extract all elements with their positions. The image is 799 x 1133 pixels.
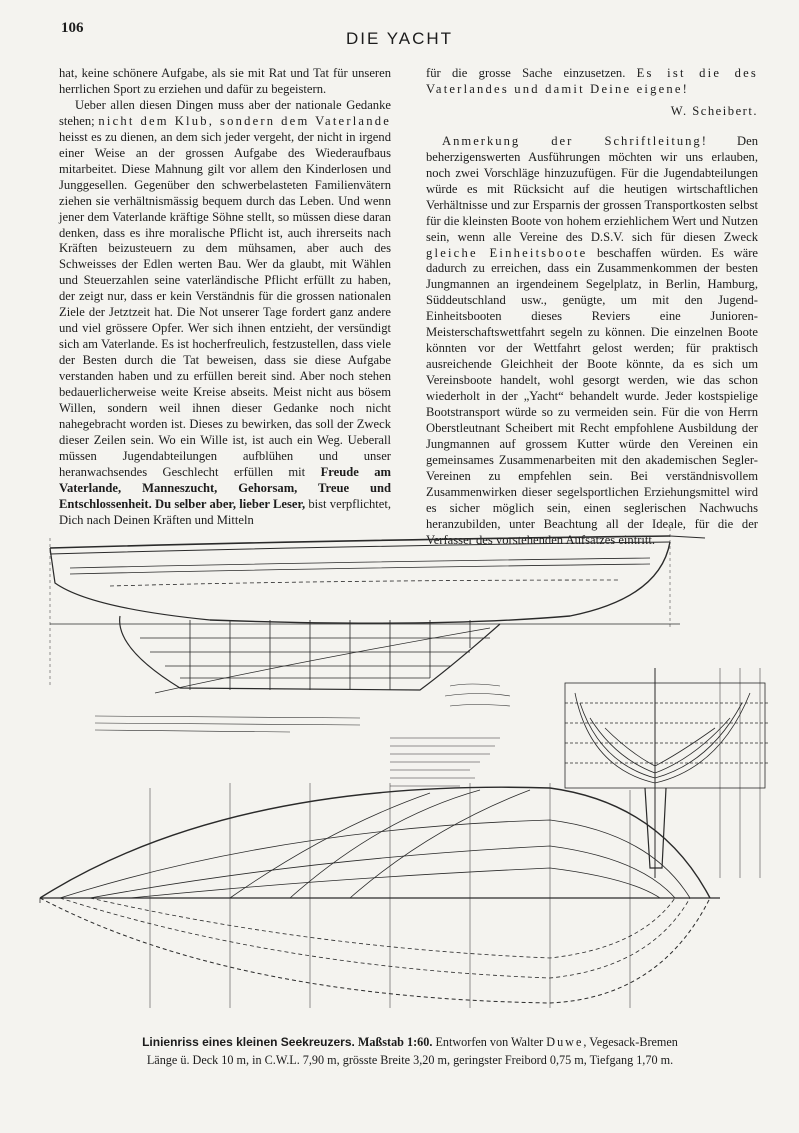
text-run: hat, keine schönere Aufgabe, als sie mit Rat und Tat für unseren herrlichen Sport zu erziehen und dafür zu begeistern. (59, 66, 391, 96)
caption-designer-place: , Vegesack-Bremen (583, 1035, 678, 1049)
text-run: Ueber allen diesen Dingen muss aber der nationale Gedanke stehen; (59, 97, 391, 128)
page-number: 106 (61, 20, 84, 36)
text-run: für die grosse Sache einzusetzen. (426, 66, 637, 80)
caption-dimensions: Länge ü. Deck 10 m, in C.W.L. 7,90 m, grösste Breite 3,20 m, geringster Freibord 0,75 m, Tiefgang 1,70 m. (146, 1053, 674, 1067)
text-run: Den beherzigenswerten Ausführungen möchten wir uns erlauben, noch zwei Vorschläge hinzuzufügen. Für die Jugendabteilungen würde es mit Rücksicht auf die heutigen wirtschaftlichen Verhältnisse und zur Ersparnis der grossen Transportkosten selbst für die kleinsten Boote von hohem erziehlichem Wert und Nutzen sein, wenn alle Vereine des D.S.V. sich für diesen Zweck (426, 133, 758, 244)
emphasis-spaced: gleiche Einheitsboote (426, 245, 588, 260)
emphasis-spaced: nicht dem Klub, sondern dem Vaterlande (98, 113, 391, 128)
caption-designer-name: Duwe (546, 1035, 584, 1049)
editor-note (426, 134, 758, 549)
caption-designer: Entworfen von Walter (435, 1035, 547, 1049)
half-breadth-plan (40, 783, 720, 1008)
paragraph (426, 66, 758, 98)
running-title: DIE YACHT (345, 29, 454, 48)
figure-caption (60, 1033, 760, 1069)
drawing-annotations (95, 684, 510, 786)
text-run: bist verpflichtet, Dich nach Deinen Kräften und Mitteln (59, 496, 391, 527)
paragraph (59, 66, 391, 98)
editor-note-heading: Anmerkung der Schriftleitung! (442, 133, 708, 148)
text-run: heisst es zu dienen, an dem sich jeder vergeht, der nicht in irgend einer Weise an der grossen Aufgabe des Wiederaufbaus mitarbeitet. Diese Mahnung gilt vor allem den Kinderlosen und Junggesellen. Gegenüber den schwerbelasteten Familienvätern ziehen sie verhältnismässig bequem durch das Leben. Und wenn jener dem Vaterlande kräftige Söhne stellt, so müssen diese daran denken, dass es ihre moralische Pflicht ist, auch ihrerseits nach Kräften beizusteuern zu dem mühsamen, aber auch des Schweisses der Edlen werten Bau. Wer da glaubt, mit Wählen und Steuerzahlen seine vaterländische Pflicht erfüllt zu haben, der zeigt nur, dass er kein Verständnis für die grossen nationalen Ziele der Jetztzeit hat. Die Not unserer Tage fordert ganz andere und viel grössere Opfer. Wer sich ihnen entzieht, der versündigt sich am Vaterlande. Es ist hocherfreulich, festzustellen, dass viele der Besten durch die Tat beweisen, dass sie diese Aufgabe verstanden haben und zu erfüllen bereit sind. Aber noch stehen bedauerlicherweise weite Kreise abseits. Meist nicht aus bösem Willen, sondern weil ihnen dieser Gedanke noch nicht nahegebracht worden ist. Dieses zu bewirken, das soll der Zweck dieser Zeilen sein. Wo ein Wille ist, ist auch ein Weg. Ueberall müssen Jugendabteilungen aufblühen und unser heranwachsendes Geschlecht erfüllen mit (59, 129, 391, 479)
caption-title: Linienriss eines kleinen Seekreuzers. (142, 1035, 355, 1049)
lines-plan-svg (30, 528, 780, 1023)
profile-view (50, 528, 705, 693)
lines-plan-drawing (30, 528, 780, 1023)
body-plan (565, 668, 770, 878)
left-column (59, 66, 391, 529)
right-column (426, 66, 758, 549)
text-run: beschaffen würden. Es wäre dadurch zu erreichen, dass ein Zusammenkommen der besten Jungmannen an irgendeinem Segelplatz, in Berlin, Hamburg, Süddeutschland usw., genügte, um mit den Jugend-Einheitsbooten dieses Reviers eine Junioren-Meisterschaftswettfahrt segeln zu können. Die einzelnen Boote könnten vor der Wettfahrt gelost werden; für praktisch ausreichende Gleichheit der Boote könnte, da es sich um Vereinsboote handelt, wohl gesorgt werden, wie das schon wiederholt in der „Yacht“ behandelt wurde. Jeder kostspielige Bootstransport würde so zu vermeiden sein. Für die von Herrn Oberstleutnant Scheibert mit Recht empfohlene Ausbildung der Jungmannen auf grossem Kutter würde den Vereinen ein gemeinsames Zusammenarbeiten mit den akademischen Segler-Vereinen zu empfehlen sein. Bei verständnisvollem Zusammenwirken dieser segelsportlichen Erziehungsmittel wird es sicher möglich sein, einen seglerischen Nachwuchs heranzubilden, unter Beachtung all der Ideale, für die der Verfasser des vorstehenden Aufsatzes eintritt. (426, 245, 758, 547)
paragraph (59, 98, 391, 529)
caption-scale: Maßstab 1:60. (357, 1035, 433, 1049)
emphasis-spaced: Es ist die des Vaterlandes und damit Deine eigene! (426, 66, 758, 96)
emphasis-bold: Freude am Vaterlande, Manneszucht, Gehorsam, Treue und Entschlossenheit. Du selber aber, lieber Leser, (59, 464, 391, 511)
author-signature: W. Scheibert. (670, 103, 758, 118)
